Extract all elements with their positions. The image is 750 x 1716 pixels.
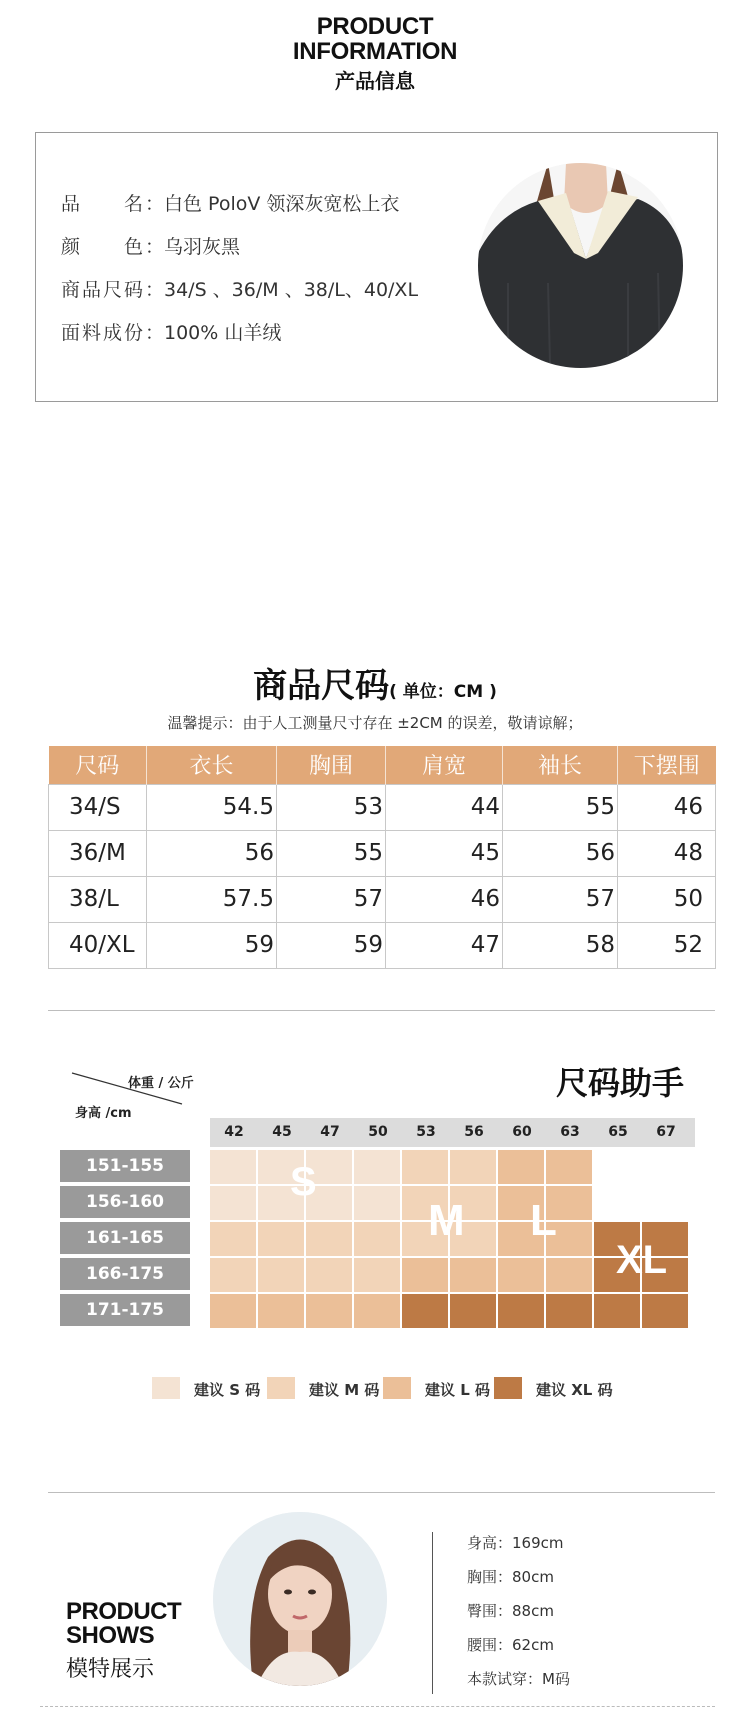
info-value: 34/S 、36/M 、38/L、40/XL [164, 279, 419, 301]
model-stat: 腰围：62cm [467, 1636, 554, 1654]
height-row-label: 151-155 [60, 1150, 190, 1182]
weight-tick: 56 [464, 1124, 484, 1140]
divider [48, 1492, 715, 1493]
weight-tick: 60 [512, 1124, 532, 1140]
model-illustration [213, 1512, 387, 1686]
legend-swatch [152, 1377, 180, 1399]
grid-cell-l [498, 1258, 545, 1293]
table-cell: 55 [503, 784, 618, 830]
info-value: 100% 山羊绒 [164, 322, 282, 344]
divider [48, 1010, 715, 1011]
grid-cell-xl [546, 1294, 593, 1329]
weight-axis-label: 体重 / 公斤 [128, 1076, 194, 1091]
grid-cell-xl [642, 1294, 689, 1329]
size-table [48, 746, 716, 969]
dashed-divider [40, 1706, 715, 1707]
header-en-line1: PRODUCT [316, 13, 434, 40]
table-row [49, 784, 716, 830]
grid-cell-s [210, 1186, 257, 1221]
model-stat: 胸围：80cm [467, 1568, 554, 1586]
grid-cell-m [258, 1258, 305, 1293]
weight-header-bar [210, 1118, 695, 1147]
legend-label: 建议 XL 码 [536, 1381, 613, 1399]
grid-cell-l [402, 1258, 449, 1293]
size-label-m: M [428, 1196, 465, 1245]
size-label-s: S [290, 1160, 317, 1204]
grid-cell-l [210, 1294, 257, 1329]
grid-cell-m [402, 1150, 449, 1185]
grid-cell-s [354, 1186, 401, 1221]
table-cell: 50 [618, 876, 716, 922]
grid-cell-l [306, 1294, 353, 1329]
table-cell: 48 [618, 830, 716, 876]
table-cell: 53 [277, 784, 386, 830]
legend-label: 建议 S 码 [194, 1381, 261, 1399]
info-value: 白色 PoloV 领深灰宽松上衣 [164, 193, 400, 215]
size-table-title [0, 658, 750, 707]
legend-label: 建议 L 码 [425, 1381, 491, 1399]
model-stat: 身高：169cm [467, 1534, 564, 1552]
table-cell: 57 [277, 876, 386, 922]
shows-en-line2: SHOWS [66, 1622, 155, 1649]
info-key: 颜 色： [61, 236, 164, 258]
shows-en-line1: PRODUCT [66, 1598, 182, 1625]
size-title-unit: ( 单位：CM ) [389, 682, 497, 702]
table-cell: 40/XL [49, 922, 147, 968]
table-cell: 54.5 [147, 784, 277, 830]
measurement-tip: 温馨提示：由于人工测量尺寸存在 ±2CM 的误差，敬请谅解； [167, 714, 583, 732]
col-header: 下摆围 [618, 746, 716, 784]
weight-tick: 47 [320, 1124, 340, 1140]
table-row [49, 830, 716, 876]
size-table-header [49, 746, 716, 784]
grid-cell-m [354, 1258, 401, 1293]
info-key: 品 名： [61, 193, 164, 215]
product-information-header [0, 14, 750, 96]
info-row-color [61, 226, 418, 269]
weight-tick: 67 [656, 1124, 676, 1140]
grid-cell-m [306, 1222, 353, 1257]
grid-cell-m [210, 1222, 257, 1257]
info-row-fabric [61, 312, 418, 355]
legend-swatch [494, 1377, 522, 1399]
height-row-label: 161-165 [60, 1222, 190, 1254]
info-row-name [61, 183, 418, 226]
height-axis-label: 身高 /cm [75, 1106, 132, 1121]
header-en-line2: INFORMATION [292, 38, 458, 65]
table-cell: 34/S [49, 784, 147, 830]
table-cell: 59 [147, 922, 277, 968]
height-row-label: 156-160 [60, 1186, 190, 1218]
model-photo [213, 1512, 387, 1686]
grid-cell-xl [402, 1294, 449, 1329]
grid-cell-xl [450, 1294, 497, 1329]
product-photo [478, 163, 683, 368]
weight-tick: 63 [560, 1124, 580, 1140]
table-cell: 52 [618, 922, 716, 968]
info-rows [61, 183, 418, 355]
sweater-illustration [478, 163, 683, 368]
grid-cell-l [258, 1294, 305, 1329]
grid-cell-m [450, 1150, 497, 1185]
table-cell: 46 [386, 876, 503, 922]
grid-cell-xl [498, 1294, 545, 1329]
table-cell: 46 [618, 784, 716, 830]
grid-cell-l [546, 1258, 593, 1293]
height-row-label: 166-175 [60, 1258, 190, 1290]
info-row-sizes [61, 269, 418, 312]
grid-cell-l [498, 1150, 545, 1185]
product-info-box [35, 132, 718, 402]
weight-tick: 65 [608, 1124, 628, 1140]
size-helper-title: 尺码助手 [556, 1064, 685, 1102]
model-stat: 臀围：88cm [467, 1602, 554, 1620]
weight-tick: 42 [224, 1124, 244, 1140]
legend-swatch [267, 1377, 295, 1399]
table-cell: 57 [503, 876, 618, 922]
header-cn: 产品信息 [335, 69, 415, 93]
height-row-label: 171-175 [60, 1294, 190, 1326]
size-label-xl: XL [616, 1238, 668, 1282]
grid-cell-m [210, 1258, 257, 1293]
vertical-divider [432, 1532, 433, 1694]
col-header: 肩宽 [386, 746, 503, 784]
col-header: 袖长 [503, 746, 618, 784]
table-cell: 55 [277, 830, 386, 876]
grid-cell-l [546, 1150, 593, 1185]
table-cell: 56 [503, 830, 618, 876]
grid-cell-m [306, 1258, 353, 1293]
table-row [49, 876, 716, 922]
table-cell: 38/L [49, 876, 147, 922]
grid-cell-l [450, 1258, 497, 1293]
table-cell: 59 [277, 922, 386, 968]
size-label-l: L [530, 1196, 557, 1245]
grid-cell-s [210, 1150, 257, 1185]
weight-tick: 53 [416, 1124, 436, 1140]
size-title-main: 商品尺码 [253, 666, 390, 706]
col-header: 衣长 [147, 746, 277, 784]
weight-tick: 45 [272, 1124, 292, 1140]
table-cell: 56 [147, 830, 277, 876]
shows-cn-title: 模特展示 [66, 1657, 155, 1682]
col-header: 尺码 [49, 746, 147, 784]
grid-cell-m [258, 1222, 305, 1257]
table-cell: 47 [386, 922, 503, 968]
table-row [49, 922, 716, 968]
col-header: 胸围 [277, 746, 386, 784]
legend-swatch [383, 1377, 411, 1399]
table-cell: 36/M [49, 830, 147, 876]
weight-tick: 50 [368, 1124, 388, 1140]
info-key: 面料成份： [61, 322, 164, 344]
grid-cell-s [354, 1150, 401, 1185]
table-cell: 57.5 [147, 876, 277, 922]
table-cell: 44 [386, 784, 503, 830]
grid-cell-xl [594, 1294, 641, 1329]
legend-label: 建议 M 码 [309, 1381, 380, 1399]
product-shows-title [66, 1600, 181, 1648]
table-cell: 58 [503, 922, 618, 968]
table-cell: 45 [386, 830, 503, 876]
grid-cell-m [354, 1222, 401, 1257]
model-stat: 本款试穿：M码 [467, 1670, 570, 1688]
grid-cell-l [354, 1294, 401, 1329]
info-value: 乌羽灰黑 [164, 236, 241, 258]
info-key: 商品尺码： [61, 279, 164, 301]
